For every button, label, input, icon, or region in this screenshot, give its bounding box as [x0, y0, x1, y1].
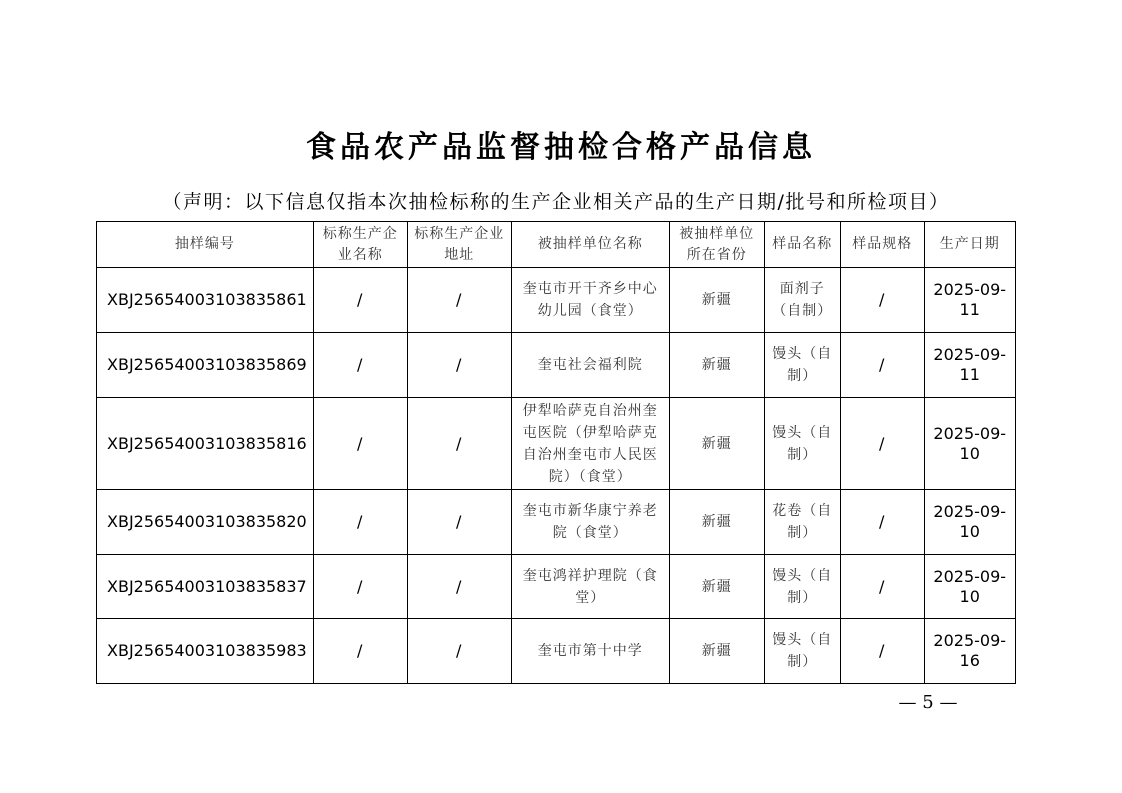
sampled-unit-cell: 奎屯鸿祥护理院（食堂） [511, 555, 669, 619]
spec-cell: / [840, 268, 924, 333]
address-cell: / [407, 398, 511, 490]
spec-cell: / [840, 333, 924, 398]
table-row [97, 619, 1016, 684]
province-cell: 新疆 [669, 268, 764, 333]
province-cell: 新疆 [669, 619, 764, 684]
sample-code-cell: XBJ25654003103835816 [97, 398, 314, 490]
spec-cell: / [840, 398, 924, 490]
table-row [97, 398, 1016, 490]
spec-cell: / [840, 555, 924, 619]
sample-name-cell: 馒头（自制） [764, 555, 840, 619]
sampled-unit-cell: 奎屯市开干齐乡中心幼儿园（食堂） [511, 268, 669, 333]
province-cell: 新疆 [669, 490, 764, 555]
table-row [97, 555, 1016, 619]
sample-name-cell: 面剂子（自制） [764, 268, 840, 333]
sample-code-cell: XBJ25654003103835869 [97, 333, 314, 398]
producer-cell: / [313, 619, 407, 684]
sample-name-cell: 馒头（自制） [764, 333, 840, 398]
production-date-cell: 2025-09-10 [924, 490, 1015, 555]
production-date-cell: 2025-09-10 [924, 398, 1015, 490]
sample-name-cell: 馒头（自制） [764, 398, 840, 490]
sampled-unit-cell: 奎屯社会福利院 [511, 333, 669, 398]
address-cell: / [407, 619, 511, 684]
producer-cell: / [313, 333, 407, 398]
table-row [97, 268, 1016, 333]
inspection-table [96, 221, 1016, 684]
spec-cell: / [840, 490, 924, 555]
address-cell: / [407, 555, 511, 619]
table-row [97, 333, 1016, 398]
sampled-unit-cell: 伊犁哈萨克自治州奎屯医院（伊犁哈萨克自治州奎屯市人民医院）（食堂） [511, 398, 669, 490]
sample-code-cell: XBJ25654003103835983 [97, 619, 314, 684]
address-cell: / [407, 490, 511, 555]
column-header: 样品规格 [840, 222, 924, 268]
spec-cell: / [840, 619, 924, 684]
producer-cell: / [313, 490, 407, 555]
production-date-cell: 2025-09-11 [924, 333, 1015, 398]
production-date-cell: 2025-09-10 [924, 555, 1015, 619]
sample-code-cell: XBJ25654003103835820 [97, 490, 314, 555]
table-header-row [97, 222, 1016, 268]
table-row [97, 490, 1016, 555]
column-header: 被抽样单位所在省份 [669, 222, 764, 268]
column-header: 样品名称 [764, 222, 840, 268]
province-cell: 新疆 [669, 555, 764, 619]
sample-name-cell: 花卷（自制） [764, 490, 840, 555]
sampled-unit-cell: 奎屯市第十中学 [511, 619, 669, 684]
column-header: 标称生产企业地址 [407, 222, 511, 268]
producer-cell: / [313, 555, 407, 619]
document-title: 食品农产品监督抽检合格产品信息 [306, 130, 816, 165]
address-cell: / [407, 268, 511, 333]
column-header: 抽样编号 [97, 222, 314, 268]
address-cell: / [407, 333, 511, 398]
column-header: 生产日期 [924, 222, 1015, 268]
producer-cell: / [313, 268, 407, 333]
province-cell: 新疆 [669, 398, 764, 490]
sample-code-cell: XBJ25654003103835837 [97, 555, 314, 619]
producer-cell: / [313, 398, 407, 490]
page-number: — 5 — [898, 692, 958, 713]
sampled-unit-cell: 奎屯市新华康宁养老院（食堂） [511, 490, 669, 555]
production-date-cell: 2025-09-16 [924, 619, 1015, 684]
sample-code-cell: XBJ25654003103835861 [97, 268, 314, 333]
sample-name-cell: 馒头（自制） [764, 619, 840, 684]
document-subtitle: （声明：以下信息仅指本次抽检标称的生产企业相关产品的生产日期/批号和所检项目） [162, 191, 950, 213]
column-header: 标称生产企业名称 [313, 222, 407, 268]
column-header: 被抽样单位名称 [511, 222, 669, 268]
production-date-cell: 2025-09-11 [924, 268, 1015, 333]
province-cell: 新疆 [669, 333, 764, 398]
